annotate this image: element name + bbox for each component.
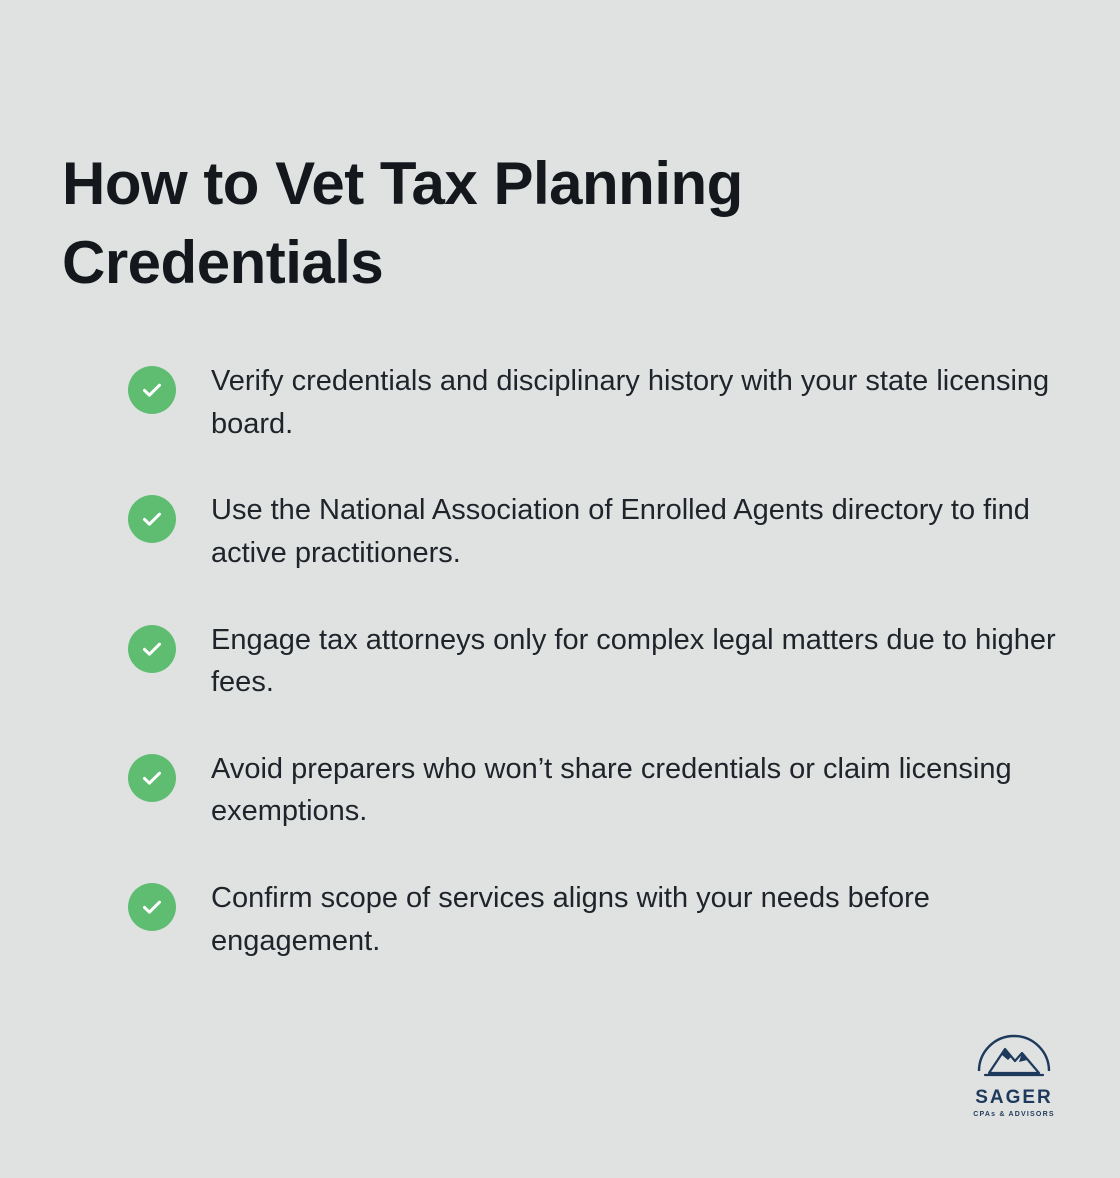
check-icon [128,754,176,802]
list-item-text: Confirm scope of services aligns with your needs before engagement. [211,882,930,957]
list-item-text: Verify credentials and disciplinary history with your state licensing board. [211,365,1050,440]
brand-logo [966,1031,1062,1118]
check-icon [128,366,176,414]
list-item [128,489,1068,574]
check-icon [128,495,176,543]
list-item [128,360,1068,445]
list-item-text: Engage tax attorneys only for complex legal matters due to higher fees. [211,623,1056,699]
check-icon [128,625,176,673]
list-item [128,619,1068,704]
logo-name: SAGER [975,1087,1053,1108]
logo-tagline: CPAs & ADVISORS [973,1111,1055,1118]
mountain-icon [975,1031,1053,1089]
list-item [128,748,1068,833]
list-item [128,877,1068,962]
list-item-text: Use the National Association of Enrolled Agents directory to find active practitioners. [211,494,1030,569]
page-title: How to Vet Tax Planning Credentials [62,150,743,297]
list-item-text: Avoid preparers who won’t share credentials or claim licensing exemptions. [211,752,1012,828]
checklist [128,360,1068,962]
check-icon [128,883,176,931]
